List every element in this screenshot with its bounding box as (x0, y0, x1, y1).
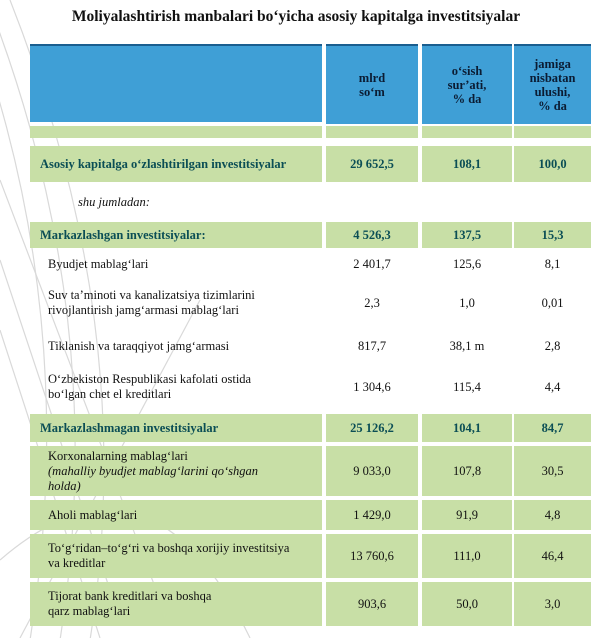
row-label-line: Tijorat bank kreditlari va boshqa (48, 589, 212, 603)
value-growth: 111,0 (422, 534, 512, 578)
page-title: Moliyalashtirish manbalari bo‘yicha asosiy kapitalga investitsiyalar (71, 8, 521, 25)
header-text: % da (452, 92, 482, 106)
value-growth: 108,1 (422, 146, 512, 182)
value-growth: 91,9 (422, 500, 512, 530)
value-growth: 125,6 (452, 257, 482, 271)
value-share: 15,3 (514, 222, 591, 248)
row-label (30, 366, 322, 408)
row-label: Asosiy kapitalga o‘zlashtirilgan investitsiyalar (30, 146, 322, 182)
row-label: Tiklanish va taraqqiyot jamg‘armasi (48, 338, 230, 353)
value-mlrd: 25 126,2 (326, 414, 418, 442)
value-growth: 38,1 m (449, 339, 485, 353)
header-text: so‘m (359, 85, 385, 99)
value-share: 3,0 (514, 582, 591, 626)
value-mlrd: 13 760,6 (326, 534, 418, 578)
value-share: 4,8 (514, 500, 591, 530)
table-row-total (30, 146, 591, 182)
table-row (30, 366, 591, 408)
value-share: 8,1 (544, 257, 561, 271)
row-label-line: To‘g‘ridan–to‘g‘ri va boshqa xorijiy investitsiya (48, 541, 290, 555)
row-label-line: qarz mablag‘lari (48, 604, 131, 618)
row-label (30, 582, 322, 626)
header-text: jamiga (534, 57, 571, 71)
table-row (30, 500, 591, 530)
header-cell-growth (422, 44, 512, 124)
row-label: Markazlashmagan investitsiyalar (30, 414, 322, 442)
header-text: % da (538, 99, 567, 113)
header-cell-label (30, 44, 322, 122)
investment-table (30, 44, 591, 626)
value-mlrd: 4 526,3 (326, 222, 418, 248)
value-growth: 107,8 (422, 446, 512, 496)
value-growth: 104,1 (422, 414, 512, 442)
table-row (30, 280, 591, 326)
value-mlrd: 903,6 (326, 582, 418, 626)
value-share: 46,4 (514, 534, 591, 578)
value-share: 2,8 (544, 339, 561, 353)
value-share: 30,5 (514, 446, 591, 496)
value-share: 84,7 (514, 414, 591, 442)
value-growth: 1,0 (459, 296, 475, 310)
row-label-line: (mahalliy byudjet mablag‘larini qo‘shgan (48, 463, 259, 478)
header-cell-share (514, 44, 591, 124)
value-growth: 115,4 (453, 380, 481, 394)
value-share: 0,01 (541, 296, 564, 310)
table-row-decentralized (30, 414, 591, 442)
table-row-centralized (30, 222, 591, 248)
value-growth: 50,0 (422, 582, 512, 626)
header-text: mlrd (358, 71, 386, 85)
table-row-subheading (30, 182, 591, 222)
value-mlrd: 9 033,0 (326, 446, 418, 496)
header-text: o‘sish (451, 64, 483, 78)
value-share: 100,0 (514, 146, 591, 182)
value-mlrd: 2,3 (364, 296, 380, 310)
row-label: Byudjet mablag‘lari (48, 256, 149, 271)
header-text: ulushi, (534, 85, 571, 99)
table-row (30, 534, 591, 578)
value-mlrd: 2 401,7 (353, 257, 391, 271)
value-mlrd: 29 652,5 (326, 146, 418, 182)
table-row (30, 248, 591, 280)
table-row (30, 446, 591, 496)
header-text: sur’ati, (447, 78, 487, 92)
row-label: Markazlashgan investitsiyalar: (30, 222, 322, 248)
row-label (30, 534, 322, 578)
row-label-line: va kreditlar (48, 556, 106, 570)
row-label-line: Suv ta’minoti va kanalizatsiya tizimlarini (48, 288, 255, 302)
row-label: Aholi mablag‘lari (30, 500, 322, 530)
row-label (30, 446, 322, 496)
row-label-line: holda) (48, 478, 81, 493)
table-header-row (30, 44, 591, 122)
table-row (30, 326, 591, 366)
row-label-line: rivojlantirish jamg‘armasi mablag‘lari (48, 303, 239, 317)
row-label: shu jumladan: (78, 194, 150, 209)
table-row (30, 582, 591, 626)
header-text: nisbatan (529, 71, 576, 85)
row-label (30, 280, 322, 326)
value-mlrd: 1 304,6 (353, 380, 391, 394)
row-label-line: O‘zbekiston Respublikasi kafolati ostida (48, 372, 252, 386)
value-growth: 137,5 (422, 222, 512, 248)
row-label-line: bo‘lgan chet el kreditlari (48, 387, 172, 401)
separator-stripe (30, 126, 591, 138)
value-share: 4,4 (544, 380, 561, 394)
value-mlrd: 817,7 (357, 339, 387, 353)
row-label-line: Korxonalarning mablag‘lari (48, 448, 188, 463)
header-cell-mlrd (326, 44, 418, 124)
value-mlrd: 1 429,0 (326, 500, 418, 530)
